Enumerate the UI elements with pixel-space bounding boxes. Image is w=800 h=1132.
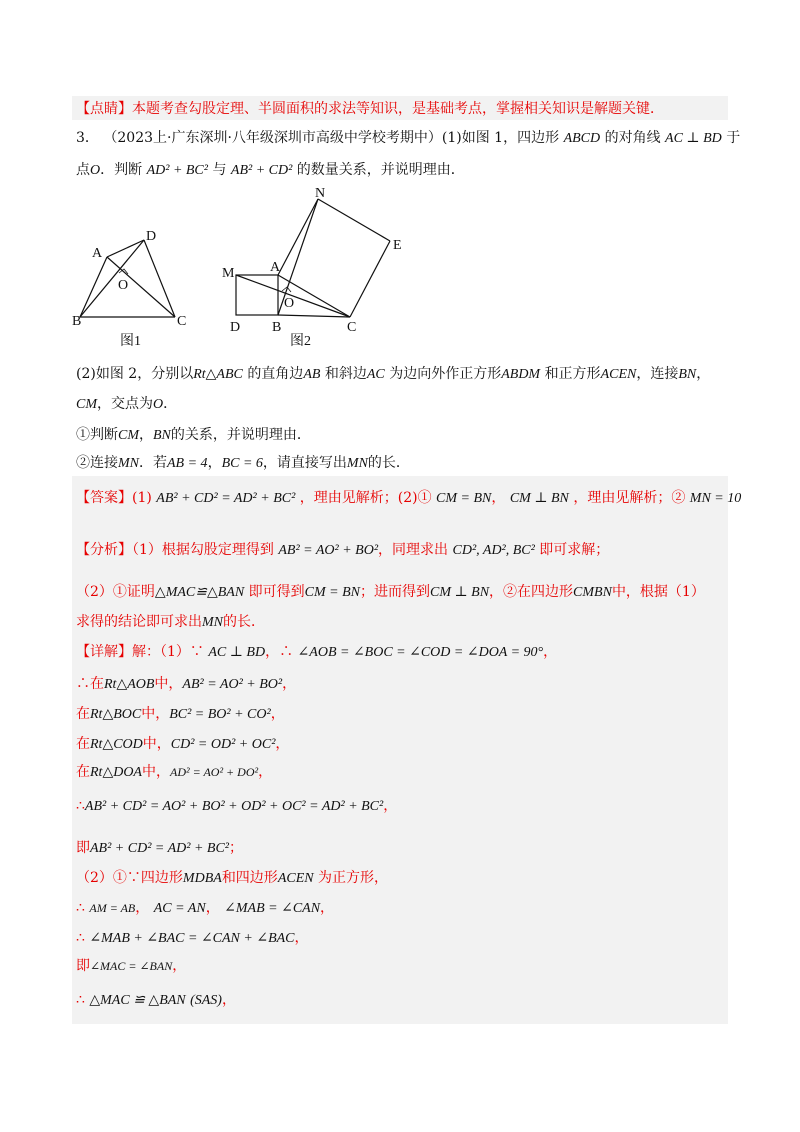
- math-seg: CM: [76, 397, 97, 412]
- math-expr: ∠MAB + ∠BAC = ∠CAN + ∠BAC: [89, 931, 295, 946]
- solution-line-0: [76, 642, 557, 663]
- math-expr: ACEN: [277, 871, 314, 886]
- math-expr: △MAC ≌ △BAN: [89, 993, 186, 1008]
- analysis-text: 即可得到: [248, 584, 305, 600]
- analysis-text: 的长．: [223, 614, 265, 630]
- math-tri: Rt△ABC: [193, 367, 243, 382]
- analysis-text: 求得的结论即可求出: [76, 614, 202, 630]
- math-point: O: [90, 163, 101, 178]
- question-text: 和斜边: [324, 366, 367, 382]
- solution-text: 和四边形: [221, 870, 278, 886]
- question-text: 为边向外作正方形: [389, 366, 502, 382]
- math-expr: AB² + CD² = AO² + BO² + OD² + OC² = AD² + BC²: [84, 799, 384, 814]
- question-text: ①判断: [76, 427, 118, 443]
- math-sq: ACEN: [600, 367, 637, 382]
- solution-text: ，: [258, 764, 273, 780]
- solution-text: 中，: [154, 676, 183, 692]
- math-expr: CD², AD², BC²: [452, 543, 535, 558]
- question-line-1: [76, 128, 740, 149]
- solution-text: ∴在: [76, 676, 104, 692]
- answer-text: ，理由见解析；②: [573, 490, 686, 506]
- fig2-label-o: O: [284, 296, 295, 311]
- solution-text: ，: [543, 644, 558, 660]
- math-expr: CM = BN: [436, 491, 492, 506]
- figure-1-labels: [72, 229, 186, 329]
- solution-text: 为正方形，: [318, 870, 389, 886]
- analysis-text: 中，根据（1）: [611, 584, 705, 600]
- fig2-label-m: M: [222, 266, 235, 281]
- solution-line-2: [76, 704, 285, 725]
- solution-text: ，: [205, 900, 220, 916]
- solution-text: ∴: [76, 992, 85, 1008]
- math-expr: AB² + CD² = AD² + BC²: [156, 491, 296, 506]
- fig1-label-a: A: [92, 246, 103, 261]
- figure-2: [236, 199, 390, 317]
- question-text: ，: [139, 427, 153, 443]
- question-text: 点: [76, 162, 90, 178]
- fig2-label-b: B: [272, 320, 282, 335]
- analysis-line-2: [76, 582, 705, 603]
- figures: [60, 185, 440, 354]
- analysis-text: 即可求解；: [539, 542, 610, 558]
- solution-text: ，: [172, 958, 187, 974]
- analysis-text: ；进而得到: [359, 584, 430, 600]
- solution-text: ；: [228, 840, 243, 856]
- math-expr: AB² = AO² + BO²: [278, 543, 379, 558]
- fig1-label-o: O: [118, 278, 129, 293]
- question-text: ，: [207, 455, 222, 471]
- answer-text: ，: [491, 490, 506, 506]
- solution-text: 中，: [141, 706, 170, 722]
- solution-line-10: [76, 956, 186, 976]
- solution-text: （2）①∵四边形: [76, 870, 183, 886]
- math-expr: CM ⊥ BN: [509, 491, 569, 506]
- fig2-label-a: A: [270, 260, 281, 275]
- question-text: 与: [212, 162, 227, 178]
- fig2-label-d: D: [230, 320, 241, 335]
- answer-text: (1): [132, 490, 152, 506]
- figure-svg: [60, 185, 440, 350]
- math-eq: AB = 4: [167, 456, 208, 471]
- math-expr: AM = AB: [89, 901, 136, 915]
- math-expr: AD² + BC²: [146, 163, 208, 178]
- solution-text: 即: [76, 840, 90, 856]
- question-text: ．: [163, 396, 178, 412]
- math-expr: ∠AOB = ∠BOC = ∠COD = ∠DOA = 90°: [297, 645, 544, 660]
- question-text: 的数量关系，并说明理由．: [296, 162, 465, 178]
- question-line-4: [76, 394, 177, 415]
- tip-label: 【点睛】: [76, 101, 132, 117]
- math-perp: AC ⊥ BD: [665, 131, 722, 146]
- analysis-line-1: [76, 540, 609, 561]
- answer-label: 【答案】: [76, 490, 132, 506]
- math-seg: AC: [366, 367, 385, 382]
- math-expr: AC ⊥ BD: [208, 645, 266, 660]
- question-text: 于: [726, 130, 741, 146]
- fig2-label-n: N: [315, 186, 326, 201]
- math-expr: CMBN: [573, 585, 612, 600]
- analysis-line-3: [76, 612, 265, 633]
- question-number: 3．: [76, 130, 99, 146]
- math-expr: CD² = OD² + OC²: [170, 737, 276, 752]
- math-seg: MN: [118, 456, 139, 471]
- solution-line-9: [76, 928, 309, 949]
- question-text: 的对角线: [604, 130, 661, 146]
- math-expr: △MAC≌△BAN: [154, 585, 245, 600]
- solution-text: 中，: [141, 764, 170, 780]
- math-seg: CM: [118, 428, 139, 443]
- solution-text: ，: [135, 900, 150, 916]
- question-text: ．若: [139, 455, 167, 471]
- math-expr: Rt△DOA: [90, 765, 142, 780]
- solution-text: ，: [275, 736, 290, 752]
- solution-line-8: [76, 898, 334, 919]
- solution-text: 即: [76, 958, 90, 974]
- math-expr: MN: [202, 615, 223, 630]
- fig1-label-d: D: [146, 229, 157, 244]
- question-source: （2023上·广东深圳·八年级深圳市高级中学校考期中）: [103, 130, 442, 146]
- solution-line-4: [76, 762, 272, 783]
- math-expr: ∠MAC = ∠BAN: [90, 959, 173, 973]
- math-expr: Rt△AOB: [104, 677, 155, 692]
- fig1-label-c: C: [177, 314, 187, 329]
- analysis-text: （2）①证明: [76, 584, 155, 600]
- solution-line-11: [76, 990, 236, 1011]
- solution-text: ∴: [76, 930, 85, 946]
- question-text: 的直角边: [247, 366, 304, 382]
- math-eq: BC = 6: [221, 456, 263, 471]
- math-expr: Rt△COD: [90, 737, 143, 752]
- solution-text: 在: [76, 706, 90, 722]
- fig1-caption: 图1: [120, 334, 141, 349]
- math-quad: ABCD: [563, 131, 601, 146]
- math-expr: MDBA: [182, 871, 222, 886]
- analysis-label: 【分析】: [76, 542, 132, 558]
- solution-text: ∴: [76, 900, 85, 916]
- math-expr: BC² = BO² + CO²: [169, 707, 271, 722]
- solution-label: 【详解】: [76, 644, 132, 660]
- math-expr: AB² = AO² + BO²: [182, 677, 283, 692]
- analysis-text: ，同理求出: [378, 542, 449, 558]
- math-expr: ∠MAB = ∠CAN: [224, 901, 321, 916]
- math-expr: AD² = AO² + DO²: [169, 765, 259, 779]
- solution-text: ，: [221, 992, 236, 1008]
- math-sq: ABDM: [501, 367, 541, 382]
- solution-text: ，: [320, 900, 335, 916]
- solution-text: ∴: [76, 798, 85, 814]
- math-expr: MN = 10: [689, 491, 742, 506]
- question-text: ，连接: [636, 366, 679, 382]
- fig2-caption: 图2: [290, 334, 311, 349]
- question-text: ②连接: [76, 455, 118, 471]
- solution-text: ，: [270, 706, 285, 722]
- answer-text: ，理由见解析；(2)①: [299, 490, 432, 506]
- tip-line: [76, 99, 664, 119]
- solution-text: ，: [282, 676, 297, 692]
- question-text: ，交点为: [97, 396, 153, 412]
- math-expr: AC = AN: [153, 901, 206, 916]
- math-expr: CM = BN: [304, 585, 360, 600]
- fig2-label-c: C: [347, 320, 357, 335]
- math-expr: (SAS): [190, 993, 222, 1008]
- question-text: 的关系，并说明理由．: [170, 427, 311, 443]
- figure-2-labels: [222, 186, 402, 335]
- tip-text: 本题考查勾股定理、半圆面积的求法等知识，是基础考点，掌握相关知识是解题关键．: [132, 101, 664, 117]
- math-seg: AB: [303, 367, 321, 382]
- math-point: O: [153, 397, 164, 412]
- question-text: ，请直接写出: [262, 455, 347, 471]
- solution-line-5: [76, 796, 397, 817]
- question-text: 的长．: [367, 455, 410, 471]
- fig2-label-e: E: [393, 238, 402, 253]
- math-expr: CM ⊥ BN: [429, 585, 490, 600]
- question-text: (1)如图 1，四边形: [441, 130, 560, 146]
- question-line-2: [76, 160, 465, 181]
- math-expr: AB² + CD² = AD² + BC²: [90, 841, 229, 856]
- sub-question-2: [76, 453, 410, 474]
- solution-line-7: [76, 868, 388, 889]
- solution-line-6: [76, 838, 243, 859]
- analysis-text: ，②在四边形: [489, 584, 574, 600]
- solution-line-3: [76, 734, 289, 755]
- sub-question-1: [76, 425, 311, 446]
- solution-text: ，: [294, 930, 309, 946]
- math-expr: Rt△BOC: [90, 707, 142, 722]
- analysis-text: （1）根据勾股定理得到: [132, 542, 274, 558]
- answer-line: [76, 488, 741, 509]
- solution-text: ，: [383, 798, 398, 814]
- fig1-label-b: B: [72, 314, 82, 329]
- question-text: (2)如图 2，分别以: [76, 366, 194, 382]
- solution-text: 解：（1）∵: [132, 644, 204, 660]
- math-seg: MN: [346, 456, 368, 471]
- question-text: 和正方形: [544, 366, 601, 382]
- solution-text: 中，: [142, 736, 171, 752]
- solution-text: ，∴: [265, 644, 294, 660]
- math-seg: BN: [153, 428, 171, 443]
- solution-text: 在: [76, 764, 90, 780]
- math-expr: AB² + CD²: [230, 163, 293, 178]
- solution-text: 在: [76, 736, 90, 752]
- math-seg: BN: [678, 367, 697, 382]
- question-text: ．判断: [100, 162, 143, 178]
- question-line-3: [76, 364, 710, 385]
- question-text: ，: [696, 366, 711, 382]
- solution-line-1: [76, 674, 296, 695]
